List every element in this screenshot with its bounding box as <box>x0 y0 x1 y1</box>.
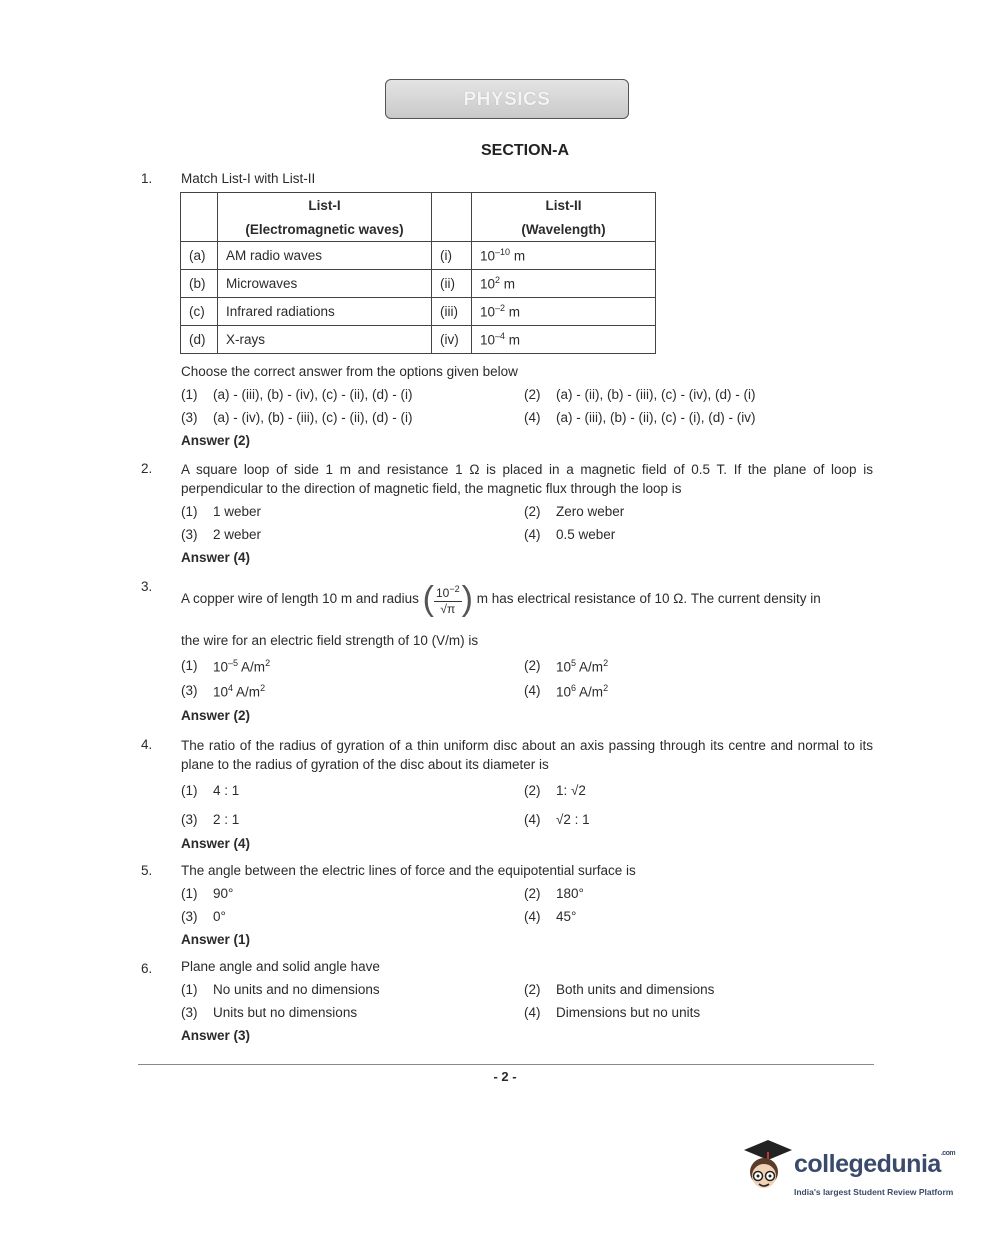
match-table <box>180 192 656 354</box>
question-number: 5. <box>141 863 153 878</box>
option-3: (3) 2 weber <box>181 527 262 542</box>
question-text: The angle between the electric lines of force and the equipotential surface is <box>181 863 636 878</box>
table-row: (d) X-rays (iv) $10^{-4}$ m <box>181 326 656 354</box>
option-4: (4) 45° <box>524 909 577 924</box>
option-4: (4) √2 : 1 <box>524 812 590 827</box>
option-1: (1) No units and no dimensions <box>181 982 380 997</box>
option-4: (4) (a) - (iii), (b) - (ii), (c) - (i), (d) - (iv) <box>524 410 756 425</box>
option-4: (4) 0.5 weber <box>524 527 616 542</box>
brand-name: collegedunia$^{.com}$ <box>794 1150 956 1178</box>
question-number: 3. <box>141 579 153 594</box>
table-row: (a) AM radio waves (i) $10^{-10}$ m <box>181 242 656 270</box>
option-1: (1) 90° <box>181 886 234 901</box>
brand-tagline: India's largest Student Review Platform <box>794 1187 954 1197</box>
option-2: (2) Zero weber <box>524 504 625 519</box>
question-number: 4. <box>141 737 153 752</box>
option-1: (1) (a) - (iii), (b) - (iv), (c) - (ii), (d) - (i) <box>181 387 413 402</box>
question-text-continued: the wire for an electric field strength of 10 (V/m) is <box>181 633 479 648</box>
option-4: (4) $10^6$ $A/m^2$ <box>524 683 609 700</box>
radius-fraction: $\frac{10^{-2}}{√\pi}$ <box>436 584 460 616</box>
list1-subtitle: (Electromagnetic waves) <box>218 217 432 242</box>
option-2: (2) Both units and dimensions <box>524 982 715 997</box>
question-text: Plane angle and solid angle have <box>181 959 380 974</box>
option-1: (1) 1 weber <box>181 504 262 519</box>
question-text: A square loop of side 1 m and resistance 1 Ω is placed in a magnetic field of 0.5 T. If the plane of loop is perpendicular to the direction of magnetic field, the magnetic flux through the loop is <box>181 462 873 496</box>
footer-divider <box>138 1064 874 1065</box>
option-2: (2) 180° <box>524 886 584 901</box>
question-text: A copper wire of length 10 m and radius ( $\frac{10^{-2}}{√\pi}$ ) m has electrical resistance of 10 Ω. The current density in <box>181 580 821 618</box>
table-row: (b) Microwaves (ii) $10^2$ m <box>181 270 656 298</box>
mascot-logo-icon <box>734 1136 796 1198</box>
answer-label: Answer (4) <box>181 836 251 851</box>
option-3: (3) $10^4$ $A/m^2$ <box>181 683 266 700</box>
option-4: (4) Dimensions but no units <box>524 1005 701 1020</box>
table-row: (c) Infrared radiations (iii) $10^{-2}$ m <box>181 298 656 326</box>
question-text: The ratio of the radius of gyration of a thin uniform disc about an axis passing through its centre and normal to its plane to the radius of gyration of the disc about its diameter is <box>181 738 873 772</box>
answer-label: Answer (4) <box>181 550 251 565</box>
subject-header: PHYSICS <box>385 79 629 119</box>
option-2: (2) $10^5$ $A/m^2$ <box>524 658 609 675</box>
page-number: - 2 - <box>493 1069 517 1084</box>
question-number: 2. <box>141 461 153 476</box>
question-number: 6. <box>141 961 153 976</box>
option-3: (3) 2 : 1 <box>181 812 240 827</box>
answer-label: Answer (2) <box>181 708 251 723</box>
list2-subtitle: (Wavelength) <box>472 217 656 242</box>
option-3: (3) Units but no dimensions <box>181 1005 358 1020</box>
section-title: SECTION-A <box>481 142 569 159</box>
question-number: 1. <box>141 171 153 186</box>
answer-label: Answer (2) <box>181 433 251 448</box>
question-text: Match List-I with List-II <box>181 171 316 186</box>
option-1: (1) $10^{-5}$ $A/m^2$ <box>181 658 271 675</box>
answer-label: Answer (3) <box>181 1028 251 1043</box>
option-3: (3) (a) - (iv), (b) - (iii), (c) - (ii), (d) - (i) <box>181 410 413 425</box>
list2-title: List-II <box>472 193 656 218</box>
option-2: (2) 1: √2 <box>524 783 586 798</box>
option-1: (1) 4 : 1 <box>181 783 240 798</box>
instruction-text: Choose the correct answer from the options given below <box>181 364 518 379</box>
answer-label: Answer (1) <box>181 932 251 947</box>
list1-title: List-I <box>218 193 432 218</box>
option-2: (2) (a) - (ii), (b) - (iii), (c) - (iv), (d) - (i) <box>524 387 756 402</box>
option-3: (3) 0° <box>181 909 226 924</box>
